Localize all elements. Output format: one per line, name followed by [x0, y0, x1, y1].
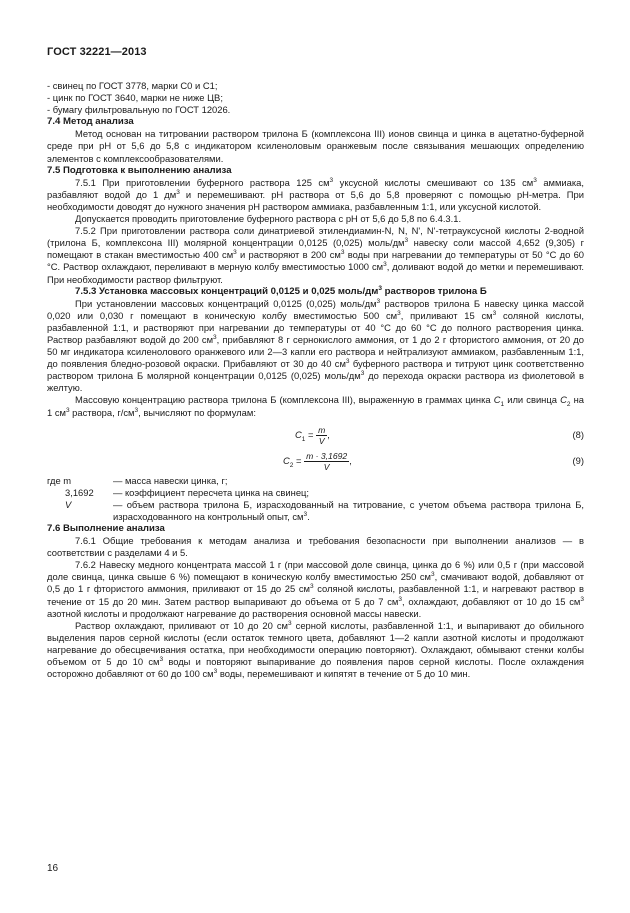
section-title-7-6: 7.6 Выполнение анализа — [47, 523, 165, 534]
paragraph-7-6-2: 7.6.2 Навеску медного концентрата массой 1 г (при массовой доле свинца, цинка до 6 %) или 0,5 г (при массовой доле свинца, цинка свыше 6 %) помещают в коническую колбу вместимостью 250 $см^3$, смачивают водой, добавляют от 0,5 до 1 г фтористого аммония, приливают от 15 до 25 $см^3$ соляной кислоты, разбавленной 1:1, и нагревают раствор в течение от 15 до 20 мин. Затем раствор выпаривают до объема от 5 до 7 $см^3$, охлаждают, добавляют от 10 до 15 $см^3$ азотной кислоты и продолжают нагревание до растворения основной массы навески. — [47, 559, 584, 619]
formula-9-fraction — [304, 451, 349, 472]
definition-row — [47, 499, 584, 523]
page-number: 16 — [47, 863, 59, 874]
formula-8: $C_1$ = $\frac{m}{V}$ , (8) — [295, 424, 584, 446]
paragraph-7-5-3: При установлении массовых концентраций 0,0125 (0,025) моль/$дм^3$ растворов трилона Б навеску цинка массой 0,020 или 0,030 г помещают в коническую колбу вместимостью 500 $см^3$, приливают 15 $см^3$ соляной кислоты, разбавленной 1:1, и растворяют при нагревании до температуры от 40 °С до 60 °С до полного растворения цинка. Раствор разбавляют водой до 200 $см^3$, прибавляют 8 г сернокислого аммония, от 1 до 2 г фтористого аммония, от 20 до 50 мг индикатора ксиленолового оранжевого или 2—3 капли его раствора и нейтрализуют аммиаком, разбавленным 1:1, до появления бледно-розовой окраски. Прибавляют от 30 до 40 $см^3$ буферного раствора и титруют цинк соответственно раствором трилона Б молярной концентрации 0,0125 (0,025) моль/$дм^3$ до перехода окраски раствора из фиолетовой в желтую. — [47, 297, 584, 394]
definition-text: — масса навески цинка, г; — [113, 474, 228, 486]
formula-8-number: (8) — [572, 428, 584, 440]
section-title-7-5-3: 7.5.3 Установка массовых концентраций 0,0125 и 0,025 моль/$дм^3$ растворов трилона Б — [75, 284, 487, 297]
formula-9: $C_2$ = $\frac{m \cdot 3,1692}{V}$ , (9) — [283, 450, 584, 472]
formula-9-number: (9) — [572, 454, 584, 466]
paragraph-7-4: Метод основан на титровании раствором трилона Б (комплексона III) ионов свинца и цинка в ацетатно-буферной среде при pH от 5,6 до 5,8 с индикатором ксиленоловым оранжевым после связывания мешающих определению элементов с комплексообразователями. — [47, 128, 584, 164]
formula-8-denominator: V — [318, 435, 325, 446]
definition-text: — коэффициент пересчета цинка на свинец; — [113, 486, 310, 498]
paragraph-7-5-1-note: Допускается проводить приготовление буферного раствора с pH от 5,6 до 5,8 по 6.4.3.1. — [75, 213, 462, 225]
definition-symbol: 3,1692 — [65, 486, 94, 498]
formula-8-fraction — [316, 425, 327, 446]
formula-8-lhs: C — [295, 429, 302, 441]
document-header: ГОСТ 32221—2013 — [47, 46, 147, 58]
material-item: - цинк по ГОСТ 3640, марки не ниже ЦВ; — [47, 92, 223, 104]
paragraph-7-5-3-concentration: Массовую концентрацию раствора трилона Б (комплексона III), выраженную в граммах цинка $C_1$ или свинца $C_2$ на 1 $см^3$ раствора, $г/см^3$, вычисляют по формулам: — [47, 394, 584, 418]
material-item: - свинец по ГОСТ 3778, марки С0 и С1; — [47, 80, 218, 91]
formula-9-denominator: V — [323, 461, 330, 472]
formula-8-numerator: m — [318, 424, 326, 435]
definition-symbol: где m — [47, 474, 72, 486]
definition-text: — объем раствора трилона Б, израсходованный на титрование, с учетом объема раствора трилона Б, израсходованного на контрольный опыт, $см^3$. — [113, 498, 584, 522]
document-body — [47, 80, 584, 680]
section-title-7-4: 7.4 Метод анализа — [47, 116, 134, 128]
formula-definitions — [47, 475, 584, 523]
formula-9-numerator: m · 3,1692 — [306, 450, 348, 461]
section-title-7-5: 7.5 Подготовка к выполнению анализа — [47, 164, 232, 176]
paragraph-7-6-1: 7.6.1 Общие требования к методам анализа и требования безопасности при выполнении анализов — в соответствии с разделами 4 и 5. — [47, 535, 584, 559]
definition-row — [47, 487, 584, 499]
definition-symbol: V — [65, 498, 72, 510]
paragraph-7-5-2: 7.5.2 При приготовлении раствора соли динатриевой этилендиамин-N, N, N', N'-тетрауксусной кислоты 2-водной (трилона Б, комплексона III) молярной концентрации 0,0125 (0,025) моль/$дм^3$ навеску соли массой 4,652 (9,305) г помещают в стакан вместимостью 400 $см^3$ и растворяют в 200 $см^3$ воды при нагревании до температуры от 50 °С до 60 °С. Раствор охлаждают, переливают в мерную колбу вместимостью 1000 $см^3$, доливают водой до метки и перемешивают. При необходимости раствор фильтруют. — [47, 225, 584, 285]
paragraph-7-5-1: 7.5.1 При приготовлении буферного раствора 125 $см^3$ уксусной кислоты смешивают со 135 $см^3$ аммиака, разбавляют водой до 1 $дм^3$ и перемешивают. pH раствора от 5,6 до 5,8 проверяют с помощью pH-метра. При необходимости доводят до нужного значения pH раствором аммиака, разбавленным 1:1, или уксусной кислотой. — [47, 176, 584, 212]
material-item: - бумагу фильтровальную по ГОСТ 12026. — [47, 104, 231, 116]
definition-row — [47, 475, 584, 487]
formula-9-lhs: C — [283, 455, 290, 467]
paragraph-7-6-3: Раствор охлаждают, приливают от 10 до 20 $см^3$ серной кислоты, разбавленной 1:1, и выпаривают до обильного выделения паров серной кислоты (если остаток темного цвета, добавляют 1—2 капли азотной кислоты и продолжают нагревание до обесцвечивания остатка, при необходимости операцию повторяют). Охлаждают, обмывают стенки колбы объемом от 5 до 10 $см^3$ воды и повторяют выпаривание до появления паров серной кислоты. После охлаждения осторожно добавляют от 60 до 100 $см^3$ воды, перемешивают и кипятят в течение от 5 до 10 мин. — [47, 619, 585, 680]
